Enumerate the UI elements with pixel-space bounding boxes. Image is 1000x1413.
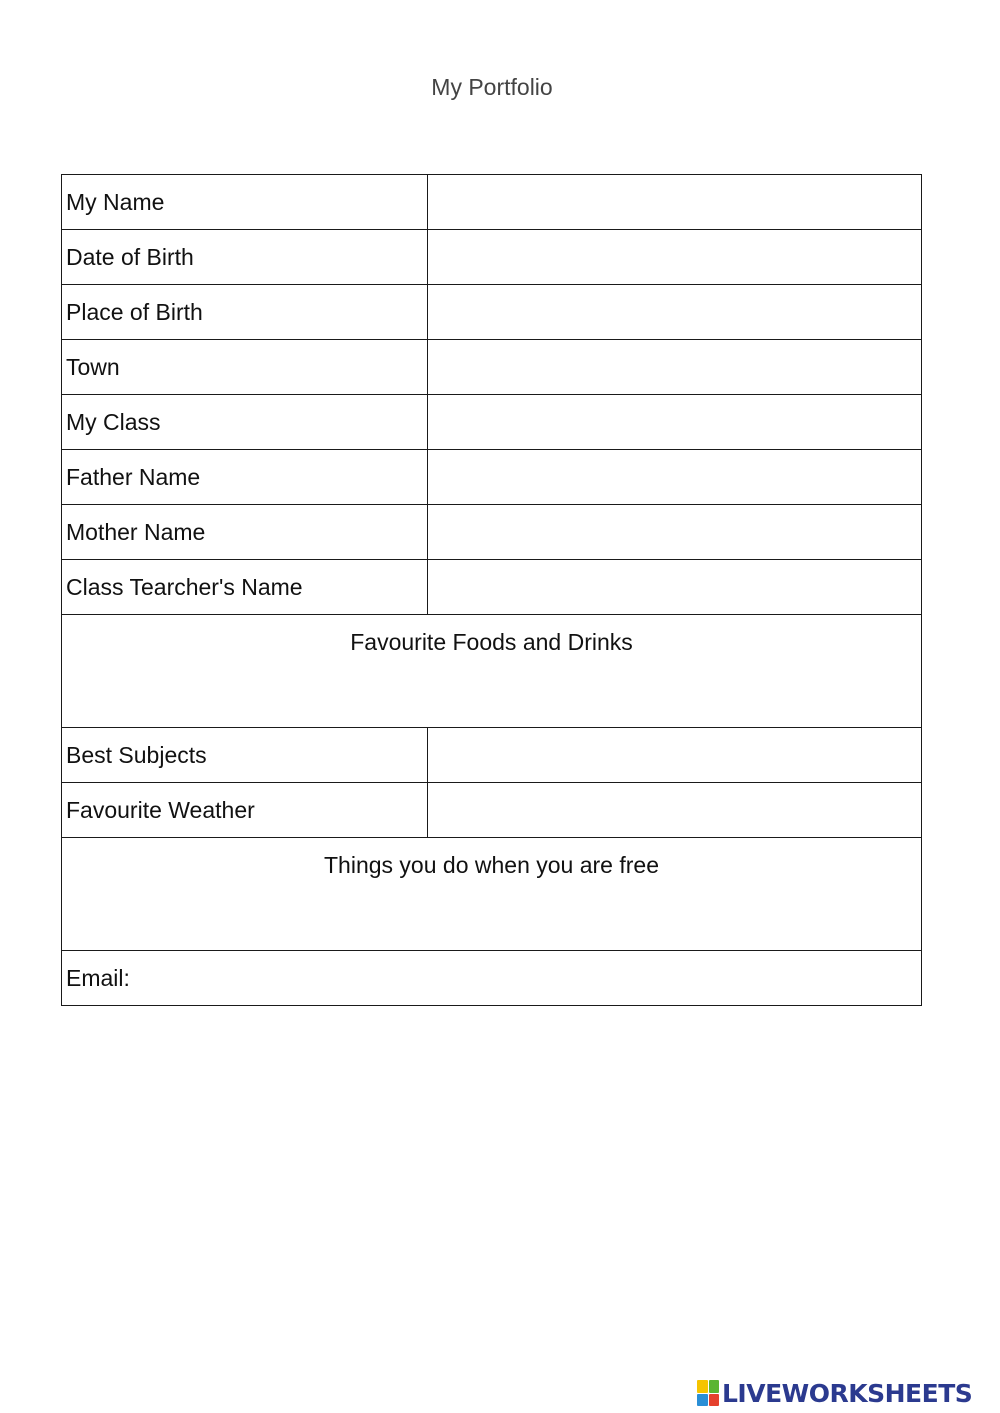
input-date-of-birth[interactable] [428,230,922,285]
label-best-subjects: Best Subjects [62,728,428,783]
form-row-email [62,951,922,1006]
input-class-teacher-name[interactable] [428,560,922,615]
liveworksheets-logo-icon [697,1380,719,1406]
form-row-date-of-birth [62,230,922,285]
portfolio-form-table [61,174,922,1006]
form-row-my-class [62,395,922,450]
form-row-class-teacher-name [62,560,922,615]
liveworksheets-logo [697,1377,972,1409]
label-favourite-weather: Favourite Weather [62,783,428,838]
page-title: My Portfolio [431,74,553,100]
form-row-best-subjects [62,728,922,783]
input-favourite-weather[interactable] [428,783,922,838]
section-favourite-foods[interactable]: Favourite Foods and Drinks [62,615,922,728]
form-section-favourite-foods [62,615,922,728]
section-free-time[interactable]: Things you do when you are free [62,838,922,951]
input-father-name[interactable] [428,450,922,505]
input-best-subjects[interactable] [428,728,922,783]
label-town: Town [62,340,428,395]
form-row-father-name [62,450,922,505]
label-email[interactable]: Email: [62,951,922,1006]
input-my-class[interactable] [428,395,922,450]
label-date-of-birth: Date of Birth [62,230,428,285]
form-section-free-time [62,838,922,951]
input-place-of-birth[interactable] [428,285,922,340]
liveworksheets-brand-text: LIVEWORKSHEETS [722,1378,973,1408]
input-my-name[interactable] [428,175,922,230]
form-row-my-name [62,175,922,230]
form-row-place-of-birth [62,285,922,340]
label-my-name: My Name [62,175,428,230]
label-mother-name: Mother Name [62,505,428,560]
label-my-class: My Class [62,395,428,450]
input-town[interactable] [428,340,922,395]
form-row-favourite-weather [62,783,922,838]
input-mother-name[interactable] [428,505,922,560]
label-place-of-birth: Place of Birth [62,285,428,340]
label-class-teacher-name: Class Tearcher's Name [62,560,428,615]
form-row-mother-name [62,505,922,560]
label-father-name: Father Name [62,450,428,505]
form-row-town [62,340,922,395]
